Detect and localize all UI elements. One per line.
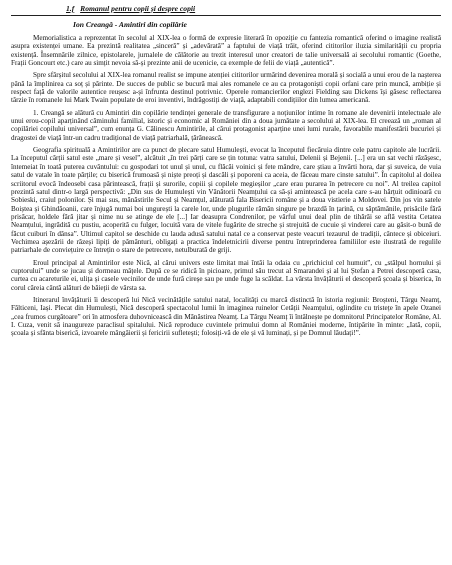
- chapter-title: Ion Creangă - Amintiri din copilărie: [73, 20, 187, 29]
- heading-divider: [11, 15, 441, 16]
- section-title: Romanul pentru copii și despre copii: [80, 4, 196, 13]
- paragraph-5: Eroul principal al Amintirilor este Nică, al cărui univers este limitat mai întâi la odaia cu „prichiciul cel humuit”, cu „stâlpul hornului și cuptorului” unde se jucau și dormeau mâțele. După ce se ridică în picioare, primul său trecut al Smarandei și al lui Ștefan a Petrei descoperă casa, curtea cu acareturile ei, ulița și casele vecinilor de unde fură cireșe sau pe unde fuge la scăldat. La vârsta învățăturii el descoperă școala și biserica, în corul căreia cântă alături de băieții de vârsta sa.: [11, 258, 441, 292]
- paragraph-6: Itinerarul învățăturii îi descoperă lui Nică vecinătățile satului natal, localități cu marcă distinctă în istoria regiunii: Broșteni, Târgu Neamț, Fălticeni, Iași. Plecat din Humulești, Nică descoperă spectacolul lumii în imaginea ruinelor Cetății Neamțului, oglindite cu tristețe în apele Ozanei „cea frumos curgătoare” ori în atmosfera duhovnicească din Mănăstirea Neamț. La Târgu Neamț îi întâlnește pe domnitorul Principatelor Române, Al. I. Cuza, venit să inaugureze paraclisul spitalului. Nică reproduce cuvintele primului domn al României moderne, întipărite în minte: „Iată, copii, școala și sfânta biserică, izvoarele mângâierii și fericirii sufletești; folosiți-vă de ele și vă luminați, și pe Domnul lăudați!”.: [11, 295, 441, 338]
- section-heading: [66, 4, 441, 14]
- paragraph-3: 1. Creangă se alătură cu Amintiri din copilărie tendinței generale de transfigurare a noțiunilor intime în romane ale devenirii intelectuale ale unui erou-copil aparținând căminului familial, istoric și economic al României din a doua jumătate a secolului al XIX-lea. El creează un „roman al copilăriei copilului universal”, cum enunța G. Călinescu Amintirile, al cărui protagonist aparține unei lumi rurale, favorabile manifestării bucuriei și dragostei de viață într-un cadru tradițional de viață patriarhală, țărănească.: [11, 108, 441, 142]
- paragraph-2: Spre sfârșitul secolului al XIX-lea romanul realist se impune atenției cititorilor urmărind devenirea morală și socială a unui erou de la nașterea până la împlinirea ca soț și părinte. De succes de public se bucură mai ales romanele ce au ca protagoniști copii orfani care prin muncă, ambiție și respect față de valorile autentice reușesc a-și înfrunta destinul potrivnic. Operele romancierilor englezi Fielding sau Dickens își găsesc reflectarea târzie în romanele lui Mark Twain populate de eroi inventivi, îndrăgostiți de viață, adaptabili condițiilor din lumea americană.: [11, 71, 441, 105]
- paragraph-4: Geografia spirituală a Amintirilor are ca punct de plecare satul Humulești, evocat la începutul fiecăruia dintre cele patru capitole ale lucrării. La începutul cărții satul este „mare și vesel”, alcătuit „în trei părți care se țin totuna: vatra satului, Delenii și Bejenii. [...] era un sat vechi răzășesc, întemeiat în toată puterea cuvântului: cu gospodari tot unul și unul, cu flăcăi voinici și fete mândre, care știau a învârti hora, dar și suveica, de vuia satul de vatale în toate părțile; cu biserică frumoasă și niște preoți și dascăli și poporeni ca aceia, de făceau mare cinste satului”. În capitolul al doilea scriitorul evocă îndeosebi casa părintească, frații și surorile, copiii și copilele megieșilor „care erau purarea în petrecere cu noi”. Al treilea capitol prezintă satul dintr-o largă perspectivă: „Din sus de Humulești vin Vânătorii Neamțului ca să-și amintească pe acela care s-au hărțuit odinioară cu Sobieski, craiul polonilor. Și mai sus, mănăstirile Secul și Neamțul, alăturată fala Bisericii române și a doua vistierie a Moldovei. Din jos vin satele Boiștea și Ghindăoanii, care înjugă numai boi ungurești la carele lor, unde plugurile rămân singure pe brazdă în țarină, cu săptămânile, prisăcile fără prisăcar, holdele fără jitar și nime nu se atinge de ele [...] Iar deasupra Condrenilor, pe vârful unui deal plin de tihărăi se află vestita Cetatea Neamțului, ingrădită cu pustiu, acoperită cu fulger, locuită vara de vitele fugărite de streche și strejuită de cucuie și vinderei care au găsit-o bună de făcut cuiburi în dânsa”. Ultimul capitol se deschide cu lauda adusă satului natal ce a conservat peste veacuri tezaurul de tradiții, cântece și obiceiuri. Vechimea așezării de răzeși lipiți de pământuri, obligați a practica îndeletnicirii diverse pentru întreprinderea familiilor este ilustrată de regulile patriarhale de conviețuire ce întrețin o stare de petrecere, netulburată de griji.: [11, 146, 441, 255]
- section-number: 1.f: [66, 4, 75, 13]
- paragraph-1: Memorialistica a reprezentat în secolul al XIX-lea o formă de expresie literară în opoziție cu fantezia romantică oferind o imagine realistă asupra existenței umane. Ea prezintă realitatea „sinceră” și „adevărată” a faptului de viață trăit, oferind cititorilor iluzia similarității cu propria existență. Însemnările zilnice, epistolarele, jurnalele de călătorie au trezit interesul unor creatori de talie universală ai secolului romantic (Goethe, Frații Goncourt etc.) care au simțit nevoia să-și prezinte anii de ucenicie, ca exemple de felii de viață „autentică”.: [11, 34, 441, 68]
